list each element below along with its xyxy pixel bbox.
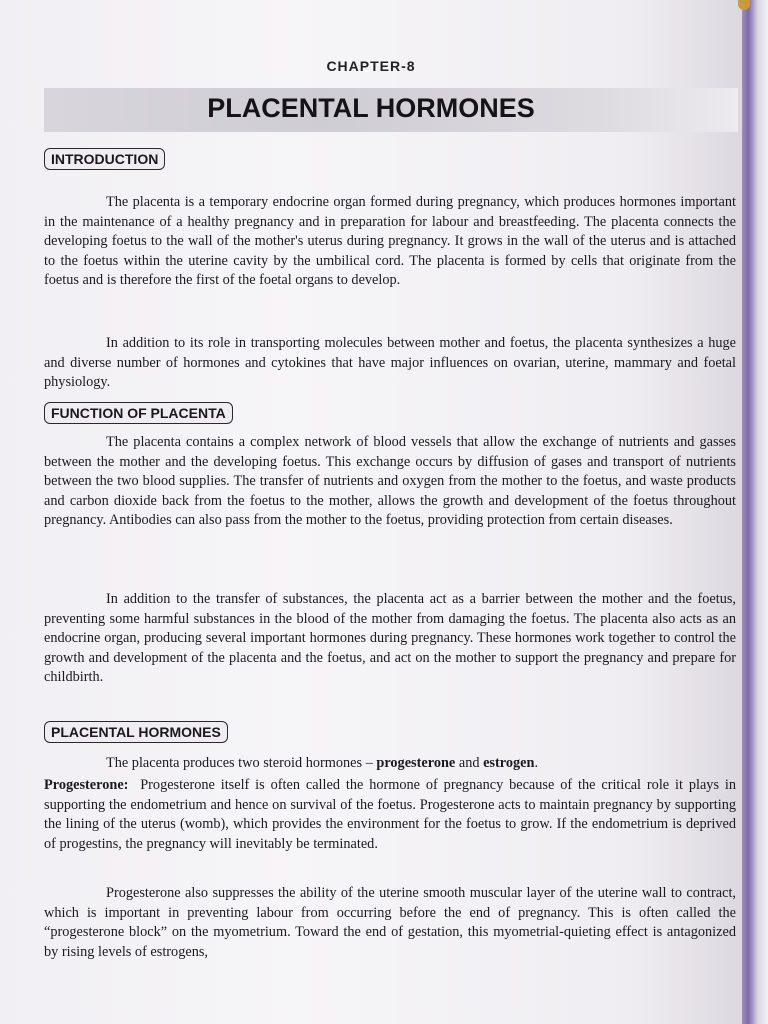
hormones-intro-text: The placenta produces two steroid hormones – <box>106 755 373 771</box>
paragraph-intro-2: In addition to its role in transporting molecules between mother and foetus, the placenta synthesizes a huge and diverse number of hormones and cytokines that have major influences on ovarian, uterine, mammary and foetal physiology. <box>44 335 736 390</box>
term-progesterone: progesterone <box>376 755 456 771</box>
paragraph-progesterone-2: Progesterone also suppresses the ability of the uterine smooth muscular layer of the uterine wall to contract, which is important in preventing labour from occurring before the end of pregnancy. This is often called the “progesterone block” on the myometrium. Toward the end of gestation, this myometrial-quieting effect is antagonized by rising levels of estrogens, <box>44 885 736 960</box>
page-title: PLACENTAL HORMONES <box>207 93 535 123</box>
heading-placental-hormones: PLACENTAL HORMONES <box>44 721 228 743</box>
hormones-and-text: and <box>458 755 480 771</box>
hormones-end-text: . <box>534 755 539 771</box>
heading-introduction: INTRODUCTION <box>44 148 165 170</box>
paragraph-function-2: In addition to the transfer of substances, the placenta act as a barrier between the mother and the foetus, preventing some harmful substances in the blood of the mother from damaging the foetus. The placenta also acts as an endocrine organ, producing several important hormones during pregnancy. These hormones work together to control the growth and development of the placenta and the foetus, and act on the mother to support the pregnancy and prepare for childbirth. <box>44 591 736 685</box>
progesterone-1-text: Progesterone itself is often called the hormone of pregnancy because of the critical role it plays in supporting the endometrium and hence on survival of the foetus. Progesterone acts to maintain pregnancy by supporting the lining of the uterus (womb), which provides the environment for the foetus to grow. If the endometrium is deprived of progestins, the pregnancy will inevitably be terminated. <box>44 777 737 852</box>
paragraph-hormones-intro <box>44 754 736 774</box>
term-estrogen: estrogen <box>483 755 535 771</box>
label-progesterone: Progesterone: <box>44 777 129 793</box>
heading-function-of-placenta: FUNCTION OF PLACENTA <box>44 402 233 424</box>
paragraph-function-1: The placenta contains a complex network of blood vessels that allow the exchange of nutrients and gasses between the mother and the developing foetus. This exchange occurs by diffusion of gases and transport of nutrients between the two blood supplies. The transfer of nutrients and oxygen from the mother to the foetus, and waste products and carbon dioxide back from the foetus to the mother, allows the growth and development of the foetus throughout pregnancy. Antibodies can also pass from the mother to the foetus, providing protection from certain diseases. <box>44 434 736 528</box>
chapter-label: CHAPTER-8 <box>326 58 416 74</box>
paragraph-intro-1: The placenta is a temporary endocrine organ formed during pregnancy, which produces hormones important in the maintenance of a healthy pregnancy and in preparation for labour and breastfeeding. The placenta connects the developing foetus to the wall of the mother's uterus during pregnancy. It grows in the wall of the uterus and is attached to the foetus within the uterine cavity by the umbilical cord. The placenta is formed by cells that originate from the foetus and is therefore the first of the foetal organs to develop. <box>44 194 736 288</box>
paragraph-progesterone-1 <box>44 776 736 854</box>
book-spine <box>742 0 768 1024</box>
